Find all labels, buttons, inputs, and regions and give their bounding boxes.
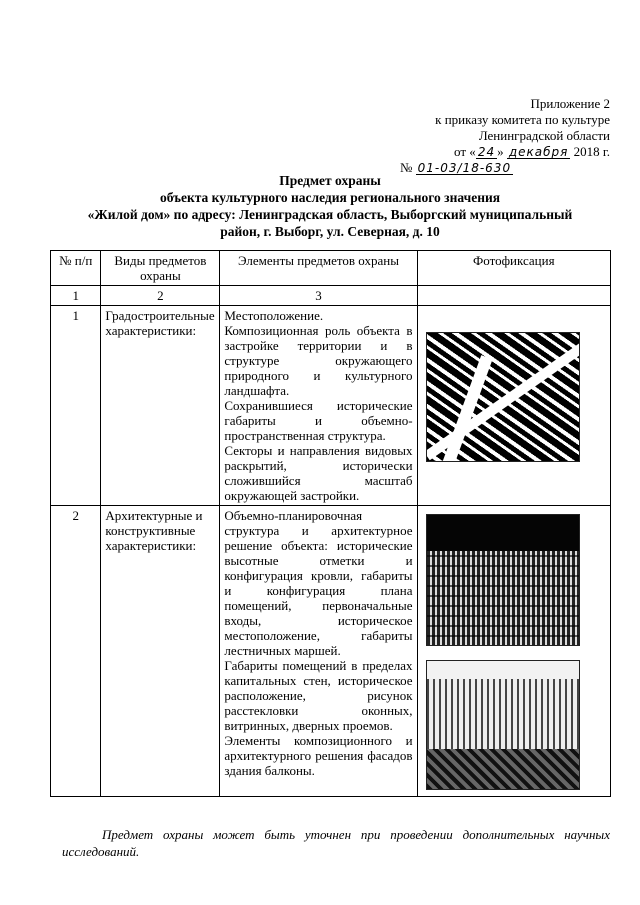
header-num: № п/п: [51, 251, 101, 286]
protection-table: [50, 250, 611, 797]
region-name: Ленинградской области: [478, 128, 610, 143]
row-photo: [417, 306, 610, 506]
row-kind: Градостроительные характеристики:: [101, 306, 220, 506]
title-line-1: Предмет охраны: [279, 173, 381, 188]
title-line-3: «Жилой дом» по адресу: Ленинградская область, Выборгский муниципальный: [87, 207, 573, 222]
row-num: 2: [51, 506, 101, 797]
table-index-row: [51, 286, 611, 306]
order-number: № 01-03/18-630: [400, 160, 512, 175]
header-kinds: Виды предметов охраны: [101, 251, 220, 286]
handwritten-number: 01-03/18-630: [417, 161, 512, 175]
row-num: 1: [51, 306, 101, 506]
index-cell-4: [417, 286, 610, 306]
index-cell-2: 2: [101, 286, 220, 306]
handwritten-day: 24: [477, 145, 496, 159]
row-photo: [417, 506, 610, 797]
title-line-2: объекта культурного наследия регионального значения: [159, 190, 501, 205]
building-street-photo: [426, 660, 580, 790]
table-row: [51, 506, 611, 797]
order-date: от « 24 » декабря 2018 г.: [454, 144, 610, 159]
order-reference: к приказу комитета по культуре: [435, 112, 610, 127]
appendix-header: [400, 96, 610, 176]
index-cell-1: 1: [51, 286, 101, 306]
table-row: [51, 306, 611, 506]
building-facade-photo: [426, 514, 580, 646]
row-elements: Объемно-планировочная структура и архитектурное решение объекта: исторические высотные отметки и конфигурация кровли, габариты и конфигурация плана помещений, первоначальные входы, историческое местоположение, габариты лестничных маршей. Габариты помещений в пределах капитальных стен, историческое расположение, рисунок расстекловки оконных, витринных, дверных проемов. Элементы композиционного и архитектурного решения фасадов здания балконы.: [220, 506, 417, 797]
index-cell-3: 3: [220, 286, 417, 306]
header-elements: Элементы предметов охраны: [220, 251, 417, 286]
title-line-4: район, г. Выборг, ул. Северная, д. 10: [220, 224, 440, 239]
header-photo: Фотофиксация: [417, 251, 610, 286]
appendix-label: Приложение 2: [530, 96, 610, 111]
row-elements: Местоположение. Композиционная роль объекта в застройке территории и в структуре окружающего природного и культурного ландшафта. Сохранившиеся исторические габариты и объемно-пространственная структура. Секторы и направления видовых раскрытий, исторически сложившийся масштаб окружающей застройки.: [220, 306, 417, 506]
handwritten-month: декабря: [508, 145, 569, 159]
document-title: [40, 172, 620, 240]
footnote: Предмет охраны может быть уточнен при проведении дополнительных научных исследований.: [62, 827, 610, 859]
aerial-map-photo: [426, 332, 580, 462]
row-kind: Архитектурные и конструктивные характеристики:: [101, 506, 220, 797]
table-header-row: [51, 251, 611, 286]
